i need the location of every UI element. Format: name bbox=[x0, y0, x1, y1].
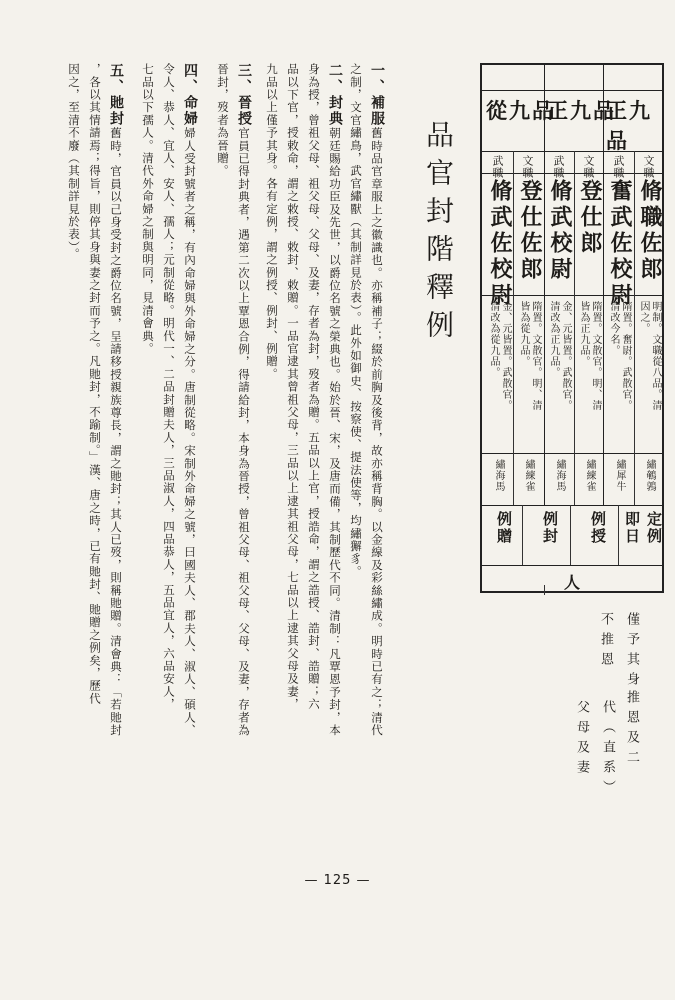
level-self: 不推恩 bbox=[598, 612, 613, 672]
table-rule bbox=[482, 453, 662, 454]
badge-text: 繡練雀 bbox=[523, 459, 534, 492]
grade-label: 從九品 bbox=[486, 98, 555, 123]
text-column bbox=[324, 63, 345, 943]
text-column: 九品以上僅予其身。各有定例，謂之例授、例封、例贈。 bbox=[265, 63, 279, 381]
person-label: 人 bbox=[564, 573, 581, 592]
section-heading: 品官封階釋例 bbox=[422, 120, 455, 348]
section-4 bbox=[137, 63, 200, 943]
rule-label: 例授 bbox=[589, 511, 607, 545]
role-label: 武職 bbox=[612, 155, 625, 179]
role-label: 文職 bbox=[642, 155, 655, 179]
table-rule bbox=[603, 65, 604, 505]
text-line: 舊時品官章服上之徽識也。亦稱補子；綴於前胸及後背，故亦稱背胸。以金線及彩絲繡成。明時已有之；清代 bbox=[370, 127, 384, 737]
text-column bbox=[105, 63, 126, 943]
rules-header: 即日 bbox=[623, 511, 641, 545]
title-text: 脩武佐校尉 bbox=[487, 179, 513, 309]
origin-note: 隋置。奮尉。武散官。清改今名。 bbox=[608, 301, 631, 411]
role-label: 武職 bbox=[491, 155, 504, 179]
section-number: 五、 bbox=[108, 63, 124, 95]
origin-note: 隋置。文散官。明、清皆為從九品。 bbox=[518, 301, 541, 411]
text-column: 晉封，歿者為晉贈。 bbox=[216, 63, 230, 178]
page-number: — 125 — bbox=[304, 873, 371, 888]
section-2 bbox=[261, 63, 345, 943]
text-line: 婦人受封號者之稱，有內命婦與外命婦之分。唐制從略。宋制外命婦之號，曰國夫人、郡夫人、淑人、碩人、 bbox=[183, 127, 197, 737]
level-two: 推恩及二 bbox=[624, 690, 639, 770]
section-lead: 補服 bbox=[369, 95, 385, 127]
role-label: 文職 bbox=[582, 155, 595, 179]
table-rule bbox=[522, 505, 523, 565]
origin-note: 金、元皆置。武散官。清改為正九品。 bbox=[548, 301, 571, 411]
text-column: 令人、恭人、宜人、安人、孺人；元制從略。明代一、二品封贈夫人，三品淑人，四品恭人，五品宜人，六品安人， bbox=[162, 63, 176, 711]
text-column: 七品以下孺人。清代外命婦之制與明同，見清會典。 bbox=[141, 63, 155, 356]
origin-note: 隋置。文散官。明、清皆為正九品。 bbox=[578, 301, 601, 411]
table-rule bbox=[482, 173, 662, 174]
text-column bbox=[366, 63, 387, 943]
table-rule bbox=[618, 505, 619, 565]
table-rule bbox=[482, 505, 662, 506]
text-line: 朝廷賜給功臣及先世，以爵位名號之榮典也。始於晉、宋，及唐而備，其制歷代不同。清制：凡覃恩予封，本 bbox=[328, 127, 342, 737]
text-line: 官員已得封典者，遇第二次以上覃恩合例，得請給封，本身為晉授，曾祖父母、祖父母、父母、及妻，存者為 bbox=[237, 127, 251, 737]
section-1 bbox=[345, 63, 387, 943]
text-column: 品以下官，授敕命，謂之敕授、敕封、敕贈。一品官逮其曾祖父母，三品以上逮其祖父母，七品以上逮其父母及妻， bbox=[286, 63, 300, 711]
title-text: 登仕佐郎 bbox=[517, 179, 543, 283]
origin-note: 明制。文職從八品。清因之。 bbox=[638, 301, 661, 411]
level-self: 僅予其身 bbox=[624, 612, 639, 692]
role-label: 文職 bbox=[521, 155, 534, 179]
section-3 bbox=[212, 63, 254, 943]
level-two: 父母及妻 bbox=[574, 700, 589, 780]
origin-note: 金、元皆置。武散官。清改為從九品。 bbox=[488, 301, 511, 411]
section-number: 一、 bbox=[369, 63, 385, 95]
section-number: 三、 bbox=[236, 63, 252, 95]
title-text: 脩武校尉 bbox=[547, 179, 573, 283]
section-5 bbox=[63, 63, 126, 943]
table-rule bbox=[570, 505, 571, 565]
text-column: 因之，至清不廢（其制詳見於表）。 bbox=[67, 63, 81, 261]
level-two: 代（直系） bbox=[600, 700, 615, 800]
table-rule bbox=[482, 565, 662, 566]
badge-text: 繡練雀 bbox=[584, 459, 595, 492]
text-column: ，各以其情請焉；得旨，則停其身與妻之封而予之。凡貤封，不踰制。」漢、唐之時，已有貤封、貤贈之例矣，歷代 bbox=[88, 63, 102, 705]
section-lead: 晉授 bbox=[236, 95, 252, 127]
text-line: 舊時，官員以己身受封之爵位名號，呈請移授親族尊長，謂之貤封；其人已歿，則稱貤贈。清會典：「若貤封 bbox=[109, 127, 123, 737]
badge-text: 繡鵪鶉 bbox=[644, 459, 655, 492]
title-text: 奮武佐校尉 bbox=[607, 179, 633, 309]
rule-label: 例封 bbox=[541, 511, 559, 545]
section-number: 二、 bbox=[327, 63, 343, 95]
table-rule bbox=[544, 65, 545, 505]
badge-text: 繡海馬 bbox=[493, 459, 504, 492]
badge-text: 繡海馬 bbox=[554, 459, 565, 492]
section-lead: 封典 bbox=[327, 95, 343, 127]
grade-label: 正九品 bbox=[547, 98, 616, 123]
text-column: 之制，文官繡鳥，武官繡獸（其制詳見於表）。此外如御史、按察使、提法使等，均繡獬豸。 bbox=[349, 63, 363, 578]
text-column bbox=[233, 63, 254, 943]
title-text: 登仕郎 bbox=[577, 179, 603, 257]
rule-label: 例贈 bbox=[495, 511, 513, 545]
section-lead: 貤封 bbox=[108, 95, 124, 127]
rank-table bbox=[480, 63, 664, 593]
rules-header: 定例 bbox=[645, 511, 663, 545]
section-lead: 命婦 bbox=[182, 95, 198, 127]
text-column bbox=[179, 63, 200, 943]
table-rule bbox=[544, 585, 545, 595]
role-label: 武職 bbox=[552, 155, 565, 179]
section-number: 四、 bbox=[182, 63, 198, 95]
badge-text: 繡犀牛 bbox=[614, 459, 625, 492]
grade-label: 正九品 bbox=[606, 98, 652, 153]
title-text: 脩職佐郎 bbox=[637, 179, 663, 283]
text-column: 身為授，曾祖父母、祖父母、父母、及妻，存者為封，歿者為贈。五品以上官，授誥命，謂之誥授、誥封、誥贈；六 bbox=[307, 63, 321, 711]
table-rule bbox=[482, 90, 662, 91]
